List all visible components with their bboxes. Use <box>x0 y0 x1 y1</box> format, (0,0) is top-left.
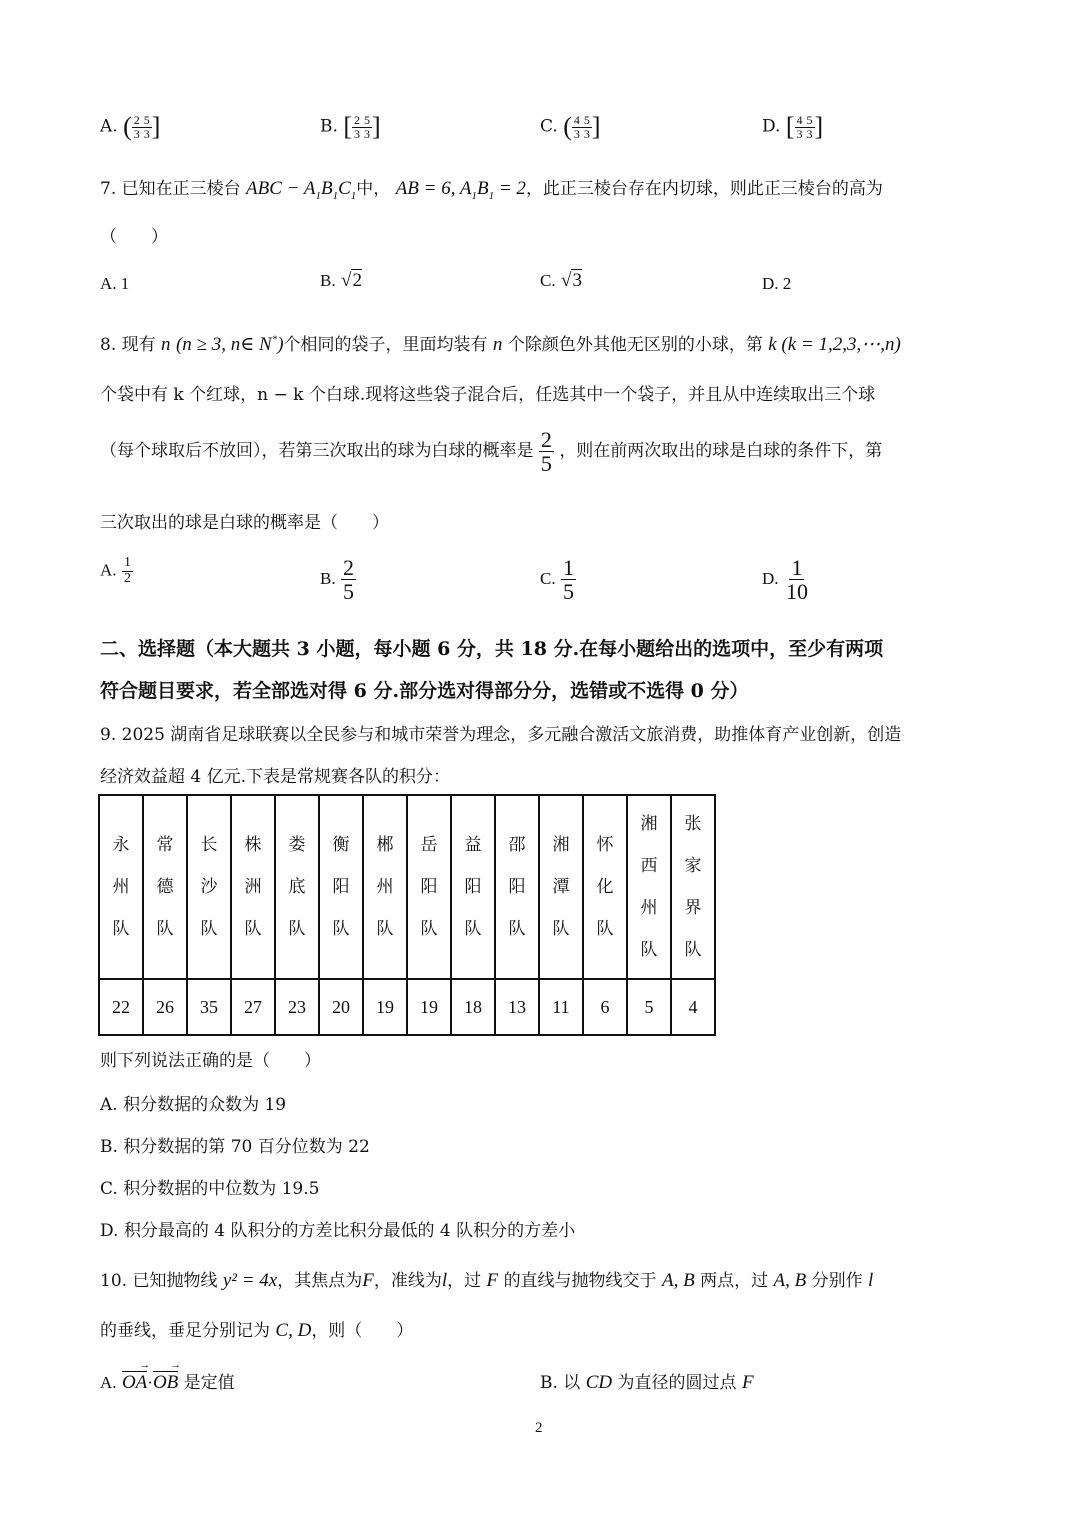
team-cell: 衡阳队 <box>319 795 363 979</box>
score-cell: 35 <box>187 979 231 1035</box>
section-2-heading-line1: 二、选择题（本大题共 3 小题，每小题 6 分，共 18 分.在每小题给出的选项中，至少有两项 <box>100 638 884 660</box>
team-cell: 常德队 <box>143 795 187 979</box>
q7-stem-line1: 7. 已知在正三棱台 ABC − $A_1B_1C_1$中， AB = 6, $A_1B_1 = 2$，此正三棱台存在内切球，则此正三棱台的高为 <box>100 178 883 202</box>
q9-stem-line2: 经济效益超 4 亿元.下表是常规赛各队的积分： <box>100 767 451 787</box>
q10-option-b[interactable]: B. 以 CD 为直径的圆过点 F <box>540 1372 754 1393</box>
q9-option-d[interactable]: D. 积分最高的 4 队积分的方差比积分最低的 4 队积分的方差小 <box>100 1221 576 1241</box>
team-cell: 益阳队 <box>451 795 495 979</box>
score-cell: 22 <box>99 979 143 1035</box>
q6-option-b[interactable]: B. [ $\frac{2}{3}$ $\frac{5}{3}$ ] <box>320 112 381 141</box>
score-cell: 11 <box>539 979 583 1035</box>
q9-option-b[interactable]: B. 积分数据的第 70 百分位数为 22 <box>100 1137 370 1157</box>
q8-option-c[interactable]: C. $\frac{1}{5}$ <box>540 555 574 605</box>
q9-question: 则下列说法正确的是（ ） <box>100 1051 321 1071</box>
q7-option-b[interactable]: B. √2 <box>320 270 362 291</box>
page-number: 2 <box>535 1420 543 1436</box>
score-cell: 6 <box>583 979 627 1035</box>
q8-option-b[interactable]: B. $\frac{2}{5}$ <box>320 555 354 605</box>
table-score-row <box>99 979 715 1035</box>
score-cell: 4 <box>671 979 715 1035</box>
score-cell: 20 <box>319 979 363 1035</box>
score-cell: 23 <box>275 979 319 1035</box>
q8-stem-line1: 8. 现有 n (n ≥ 3, n∈ N*)个相同的袋子，里面均装有 n 个除颜色外其他无区别的小球，第 k (k = 1,2,3,⋯,n) <box>100 333 901 355</box>
q6-option-c[interactable]: C. ( $\frac{4}{3}$ $\frac{5}{3}$ ] <box>540 112 601 141</box>
team-cell: 湘潭队 <box>539 795 583 979</box>
q8-option-a[interactable]: A. $\frac{1}{2}$ <box>100 555 131 586</box>
q9-option-a[interactable]: A. 积分数据的众数为 19 <box>100 1095 287 1115</box>
q10-option-a[interactable]: A. OA →·OB → 是定值 <box>100 1368 235 1394</box>
team-cell: 郴州队 <box>363 795 407 979</box>
q7-answer-paren: （ ） <box>100 227 168 247</box>
q8-stem-line2: 个袋中有 k 个红球，n − k 个白球.现将这些袋子混合后，任选其中一个袋子，并且从中连续取出三个球 <box>100 385 876 405</box>
team-cell: 湘西州队 <box>627 795 671 979</box>
q9-stem-line1: 9. 2025 湖南省足球联赛以全民参与和城市荣誉为理念，多元融合激活文旅消费，助推体育产业创新，创造 <box>100 725 902 745</box>
team-cell: 张家界队 <box>671 795 715 979</box>
q10-stem-line2: 的垂线，垂足分别记为 C, D，则（ ） <box>100 1320 414 1341</box>
q7-option-a[interactable]: A. 1 <box>100 274 130 293</box>
team-cell: 株洲队 <box>231 795 275 979</box>
team-cell: 永州队 <box>99 795 143 979</box>
q8-stem-line4: 三次取出的球是白球的概率是（ ） <box>100 513 389 533</box>
team-cell: 邵阳队 <box>495 795 539 979</box>
q6-option-a[interactable]: A. ( $\frac{2}{3}$ $\frac{5}{3}$ ] <box>100 112 161 141</box>
q8-stem-line3: （每个球取后不放回），若第三次取出的球为白球的概率是 $\frac{2}{5}$ ，则在前两次取出的球是白球的条件下，第 <box>100 427 883 477</box>
score-cell: 18 <box>451 979 495 1035</box>
team-cell: 娄底队 <box>275 795 319 979</box>
team-cell: 长沙队 <box>187 795 231 979</box>
q10-stem-line1: 10. 已知抛物线 y² = 4x，其焦点为F，准线为l，过 F 的直线与抛物线交于 A, B 两点，过 A, B 分别作 l <box>100 1270 874 1291</box>
score-cell: 13 <box>495 979 539 1035</box>
q9-option-c[interactable]: C. 积分数据的中位数为 19.5 <box>100 1179 320 1199</box>
score-cell: 27 <box>231 979 275 1035</box>
team-cell: 怀化队 <box>583 795 627 979</box>
q9-score-table <box>98 794 716 1036</box>
table-header-row <box>99 795 715 979</box>
q6-option-d[interactable]: D. [ $\frac{4}{3}$ $\frac{5}{3}$ ] <box>762 112 824 141</box>
score-cell: 19 <box>363 979 407 1035</box>
q7-option-c[interactable]: C. √3 <box>540 270 582 291</box>
score-cell: 5 <box>627 979 671 1035</box>
score-cell: 26 <box>143 979 187 1035</box>
q8-option-d[interactable]: D. $\frac{1}{10}$ <box>762 555 808 605</box>
section-2-heading-line2: 符合题目要求，若全部选对得 6 分.部分选对得部分分，选错或不选得 0 分） <box>100 680 749 702</box>
team-cell: 岳阳队 <box>407 795 451 979</box>
score-cell: 19 <box>407 979 451 1035</box>
q7-option-d[interactable]: D. 2 <box>762 274 792 293</box>
